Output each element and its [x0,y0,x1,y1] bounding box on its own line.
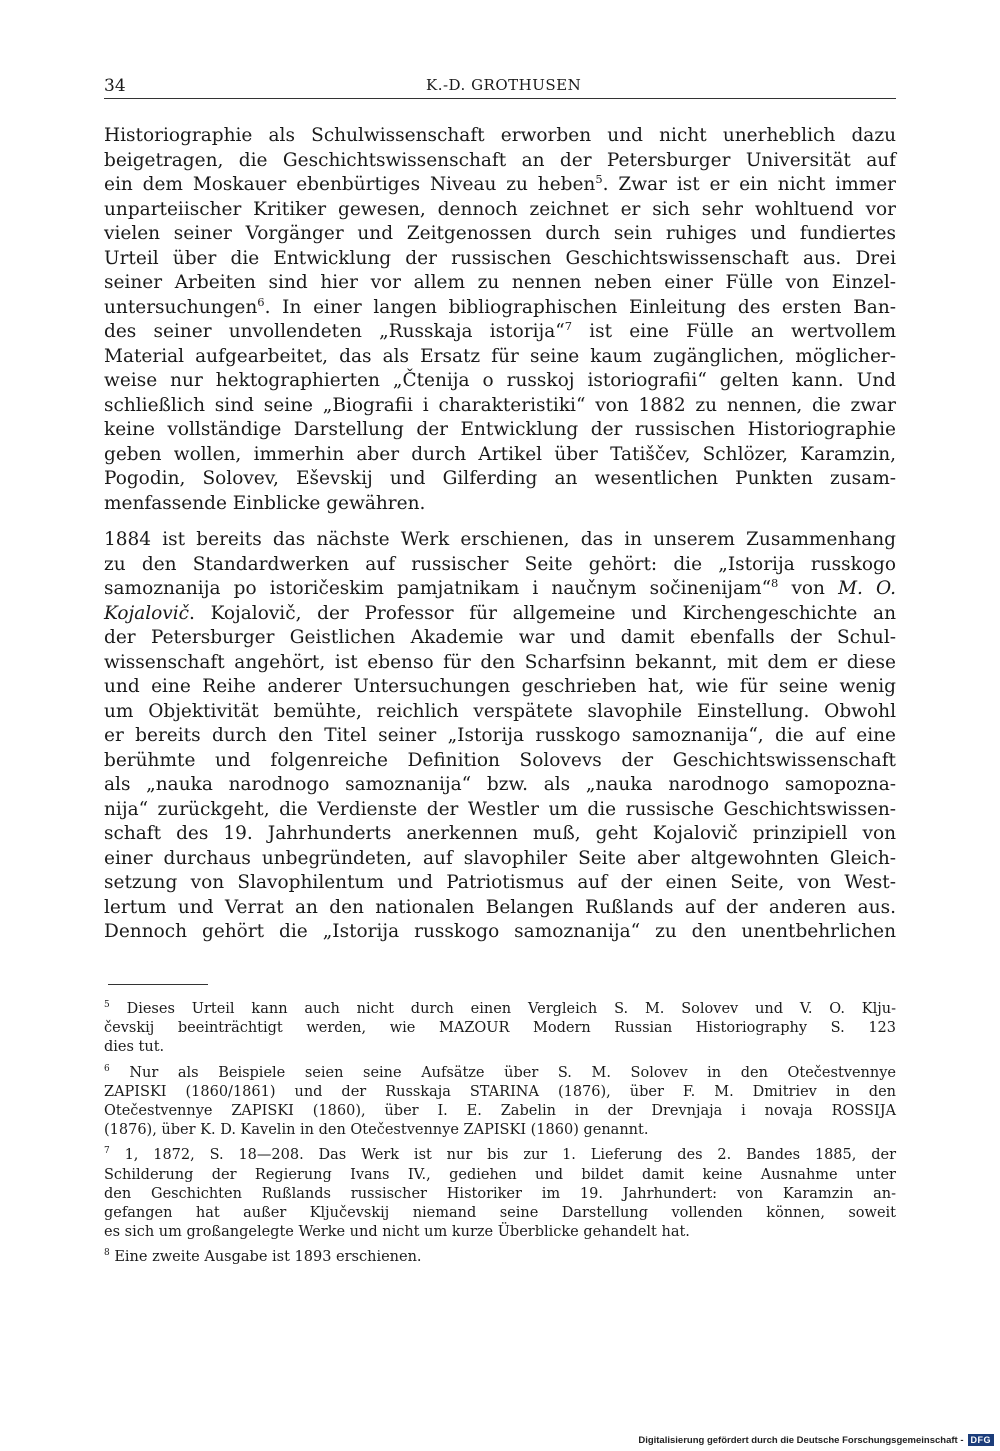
footnote-line: čevskij beeinträchtigt werden, wie MAZOUR Modern Russian Historiography S. 123 [104,1020,896,1037]
footnote-line: $^7$ 1, 1872, S. 18—208. Das Werk ist nur bis zur 1. Lieferung des 2. Bandes 1885, der [104,1146,896,1164]
text-line: setzung von Slavophilentum und Patriotismus auf der einen Seite, von West- [104,872,896,893]
footnote-6 [104,1064,896,1141]
paragraph-1 [104,124,896,516]
footnote-8 [104,1248,896,1267]
paragraph-2 [104,528,896,945]
text-line: einer durchaus unbegründeten, auf slavophiler Seite aber altgewohnten Gleich- [104,847,896,869]
text-line: geben wollen, immerhin aber durch Artikel über Tatiščev, Schlözer, Karamzin, [104,443,896,465]
credit-text: Digitalisierung gefördert durch die Deutsche Forschungsgemeinschaft - [638,1434,964,1446]
footnote-line: dies tut. [104,1039,165,1056]
footnote-line: den Geschichten Rußlands russischer Historiker im 19. Jahrhundert: von Karamzin an- [104,1185,896,1202]
footnotes [104,1000,896,1274]
text-line: wissenschaft angehört, ist ebenso für den Scharfsinn bekannt, mit dem er diese [104,651,896,673]
footnote-line: Otečestvennye ZAPISKI (1860), über I. E. Zabelin in der Drevnjaja i novaja ROSSIJA [104,1103,896,1120]
text-line: Pogodin, Solovev, Eševskij und Gilferding an wesentlichen Punkten zusam- [104,468,896,489]
text-line: Dennoch gehört die „Istorija russkogo samoznanija“ zu den unentbehrlichen [104,921,896,942]
text-line: und eine Reihe anderer Untersuchungen geschrieben hat, wie für seine wenig [104,676,896,697]
text-line: schaft des 19. Jahrhunderts anerkennen muß, geht Kojalovič prinzipiell von [104,823,896,844]
text-line: lertum und Verrat an den nationalen Belangen Rußlands auf der anderen aus. [104,896,896,918]
page-header [104,76,896,98]
text-line: untersuchungen$^6$. In einer langen bibliographischen Einleitung des ersten Ban- [104,294,896,318]
footnote-7 [104,1146,896,1242]
text-line: als „nauka narodnogo samoznanija“ bzw. als „nauka narodnogo samopozna- [104,774,896,795]
footnote-number: 7 [104,1146,110,1157]
text-line: vielen seiner Vorgänger und Zeitgenossen durch sein ruhiges und fundiertes [104,223,896,244]
footnote-rule [108,984,208,985]
author-name: M. O. [838,578,896,599]
body-text [104,124,896,957]
footnote-line: ZAPISKI (1860/1861) und der Russkaja STARINA (1876), über F. M. Dmitriev in den [104,1083,896,1100]
footnote-number: 6 [104,1063,110,1074]
text-line: der Petersburger Geistlichen Akademie war und damit ebenfalls der Schul- [104,627,896,648]
footnote-line: es sich um großangelegte Werke und nicht um kurze Überblicke gehandelt hat. [104,1224,690,1241]
text-line: ein dem Moskauer ebenbürtiges Niveau zu heben$^5$. Zwar ist er ein nicht immer [104,171,896,195]
text-line: Historiographie als Schulwissenschaft erworben und nicht unerheblich dazu [104,125,896,146]
text-line: unparteiischer Kritiker gewesen, dennoch zeichnet er sich sehr wohltuend vor [104,198,896,220]
text-line: er bereits durch den Titel seiner „Istorija russkogo samoznanija“, die auf eine [104,725,896,746]
text-line: zu den Standardwerken auf russischer Seite gehört: die „Istorija russkogo [104,553,896,575]
text-line: des seiner unvollendeten „Russkaja istorija“$^7$ ist eine Fülle an wertvollem [104,318,896,342]
footnote-ref: 6 [257,294,265,309]
text-line: 1884 ist bereits das nächste Werk erschienen, das in unserem Zusammenhang [104,529,896,550]
text-line: um Objektivität bemühte, reichlich verspätete slavophile Einstellung. Obwohl [104,700,896,722]
text-line: beigetragen, die Geschichtswissenschaft an der Petersburger Universität auf [104,149,896,171]
page-number: 34 [104,76,126,96]
author-name: Kojalovič [104,602,190,624]
running-head: K.-D. GROTHUSEN [426,76,582,94]
text-line: nija“ zurückgeht, die Verdienste der Westler um die russische Geschichtswissen- [104,798,896,820]
header-rule [104,98,896,99]
text-line: seiner Arbeiten sind hier vor allem zu nennen neben einer Fülle von Einzel- [104,272,896,293]
footnote-line: Schilderung der Regierung Ivans IV., gediehen und bildet damit keine Ausnahme unter [104,1166,896,1183]
footnote-5 [104,1000,896,1058]
text-line: Urteil über die Entwicklung der russischen Geschichtswissenschaft aus. Drei [104,247,896,269]
text-line: weise nur hektographierten „Čtenija o russkoj istoriografii“ gelten kann. Und [104,370,896,391]
footnote-number: 8 [104,1248,110,1259]
text-line: samoznanija po istoričeskim pamjatnikam i naučnym sočinenijam“$^8$ von M. O. [104,575,896,599]
footnote-line: (1876), über K. D. Kavelin in den Otečestvennye ZAPISKI (1860) genannt. [104,1122,649,1139]
text-line: menfassende Einblicke gewähren. [104,492,426,514]
digitization-credit [638,1433,994,1447]
footnote-line: $^8$ Eine zweite Ausgabe ist 1893 erschienen. [104,1248,422,1266]
dfg-logo: DFG [968,1434,995,1446]
footnote-number: 5 [104,1000,110,1011]
text-line: keine vollständige Darstellung der Entwicklung der russischen Historiographie [104,419,896,440]
footnote-line: $^6$ Nur als Beispiele seien seine Aufsätze über S. M. Solovev in den Otečestvennye [104,1063,896,1081]
footnote-line: gefangen hat außer Ključevskij niemand seine Darstellung vollenden können, soweit [104,1205,896,1222]
text-line: schließlich sind seine „Biografii i charakteristiki“ von 1882 zu nennen, die zwar [104,394,896,416]
text-line: Material aufgearbeitet, das als Ersatz für seine kaum zugänglichen, möglicher- [104,345,896,367]
footnote-ref: 7 [564,318,573,333]
text-line: Kojalovič. Kojalovič, der Professor für allgemeine und Kirchengeschichte an [104,602,896,624]
footnote-line: $^5$ Dieses Urteil kann auch nicht durch einen Vergleich S. M. Solovev und V. O. Klju- [104,1000,897,1017]
footnote-ref: 8 [771,575,779,590]
text-line: berühmte und folgenreiche Definition Solovevs der Geschichtswissenschaft [104,749,896,771]
footnote-ref: 5 [595,171,603,186]
